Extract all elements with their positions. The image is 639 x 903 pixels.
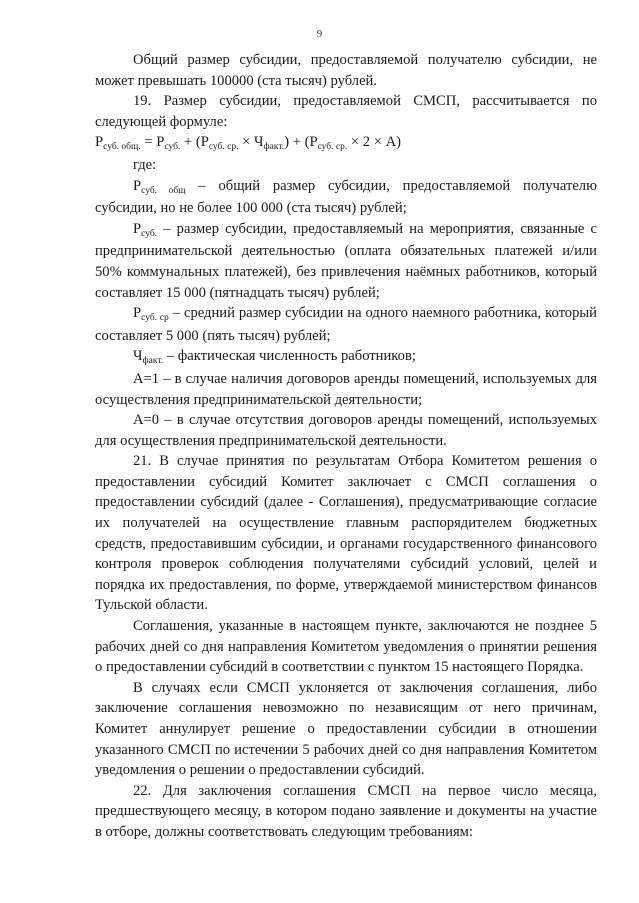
paragraph-19: 19. Размер субсидии, предоставляемой СМСП, рассчитывается по следующей формуле:	[95, 93, 597, 130]
definition-avg: $P_{суб. ср}$ – средний размер субсидии на одного наемного работника, который составляет 5 000 (пять тысяч) рублей;	[95, 305, 597, 344]
document-body	[95, 50, 597, 843]
paragraph-annulment: В случаях если СМСП уклоняется от заключения соглашения, либо заключение соглашения невозможно по независящим от него причинам, Комитет аннулирует решение о предоставлении субсидии в отношении указанного СМСП по истечении 5 рабочих дней со дня направления Комитетом уведомления о решении о предоставлении субсидий.	[95, 679, 597, 779]
paragraph-22: 22. Для заключения соглашения СМСП на первое число месяца, предшествующего месяцу, в котором подано заявление и документы на участие в отборе, должны соответствовать следующим требованиям:	[95, 782, 597, 840]
definition-total: $P_{суб. общ}$ – общий размер субсидии, предоставляемой получателю субсидии, но не более 100 000 (ста тысяч) рублей;	[95, 177, 597, 217]
definition-fact: $Ч_{факт.}$ – фактическая численность работников;	[133, 348, 416, 367]
paragraph-subsidy-limit: Общий размер субсидии, предоставляемой получателю субсидии, не может превышать 100000 (ста тысяч) рублей.	[95, 52, 597, 89]
definition-a1: А=1 – в случае наличия договоров аренды помещений, используемых для осуществления предпринимательской деятельности;	[95, 370, 597, 408]
paragraph-agreements-deadline: Соглашения, указанные в настоящем пункте, заключаются не позднее 5 рабочих дней со дня направления Комитетом уведомления о принятии решения о предоставлении субсидий в соответствии с пунктом 15 настоящего Порядка.	[95, 618, 597, 676]
where-label: где:	[133, 156, 157, 173]
formula: $P_{суб. общ.} = P_{суб.} + (P_{суб. ср.} \times Ч_{факт.}) + (P_{суб. ср.} \times 2 \times А)$	[95, 134, 401, 153]
page-number: 9	[316, 28, 323, 40]
definition-a0: А=0 – в случае отсутствия договоров аренды помещений, используемых для осуществления предпринимательской деятельности.	[95, 412, 597, 449]
paragraph-21: 21. В случае принятия по результатам Отбора Комитетом решения о предоставлении субсидий Комитет заключает с СМСП соглашения о предоставлении субсидий (далее - Соглашения), предусматривающие согласие их получателей на осуществление главным распорядителем бюджетных средств, предоставившим субсидии, и органами государственного финансового контроля проверок соблюдения получателями субсидий условий, целей и порядка их предоставления, по форме, утверждаемой министерством финансов Тульской области.	[95, 453, 597, 614]
definition-base: $P_{суб.}$ – размер субсидии, предоставляемый на мероприятия, связанные с предпринимательской деятельностью (оплата обязательных платежей и/или 50% коммунальных платежей), без привлечения наёмных работников, который составляет 15 000 (пятнадцать тысяч) рублей;	[95, 220, 597, 301]
